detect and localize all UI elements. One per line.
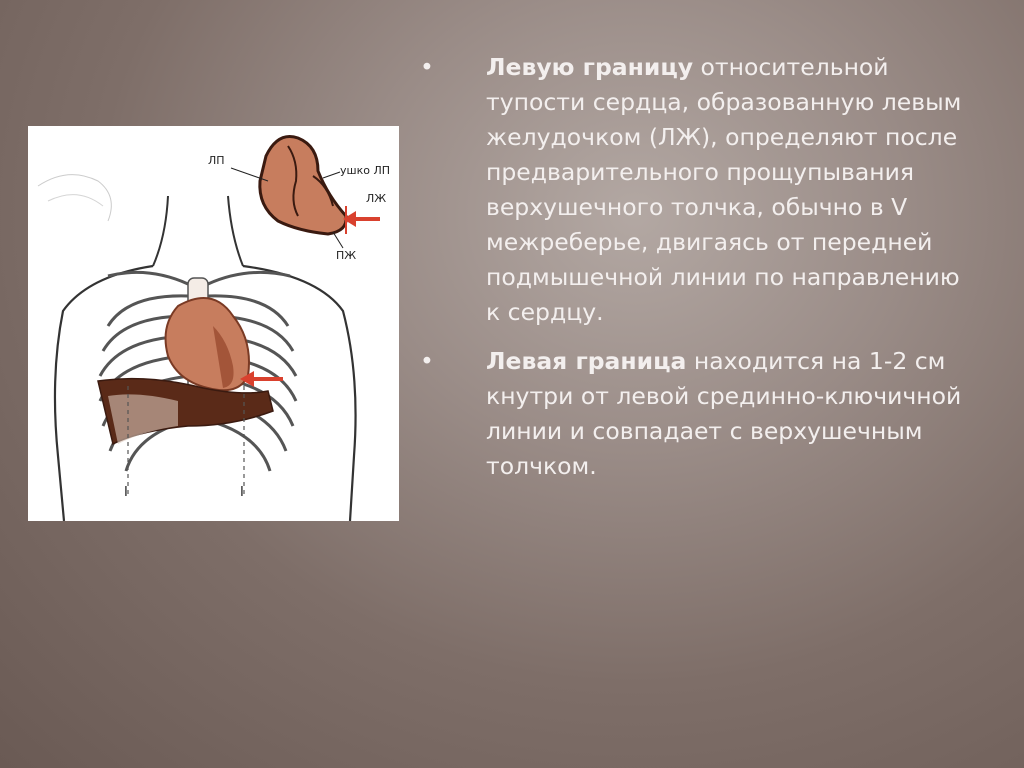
bullet-1-text: относительной тупости сердца, образованную левым желудочком (ЛЖ), определяют после предварительного прощупывания верхушечного толчка, обычно в V межреберье, двигаясь от передней подмышечной линии по направлению к сердцу. xyxy=(486,53,962,326)
chest-heart-illustration xyxy=(28,126,399,521)
bullet-item-2 xyxy=(420,344,980,484)
bullet-symbol: • xyxy=(420,53,434,81)
label-pzh: ПЖ xyxy=(336,249,357,262)
bullet-2-bold: Левая граница xyxy=(486,347,687,375)
inset-heart xyxy=(260,136,346,234)
bullet-item-1 xyxy=(420,50,980,330)
label-lzh: ЛЖ xyxy=(366,192,387,205)
line-label-right: I xyxy=(240,485,244,500)
anatomy-drawing xyxy=(28,126,399,521)
slide-text xyxy=(420,50,980,498)
bullet-2-text: находится на 1-2 см кнутри от левой срединно-ключичной линии и совпадает с верхушечным толчком. xyxy=(486,347,962,480)
line-label-left: I xyxy=(124,485,128,500)
bullet-symbol: • xyxy=(420,347,434,375)
bullet-1-bold: Левую границу xyxy=(486,53,694,81)
label-lp: ЛП xyxy=(208,154,225,167)
label-ushko-lp: ушко ЛП xyxy=(340,164,390,177)
